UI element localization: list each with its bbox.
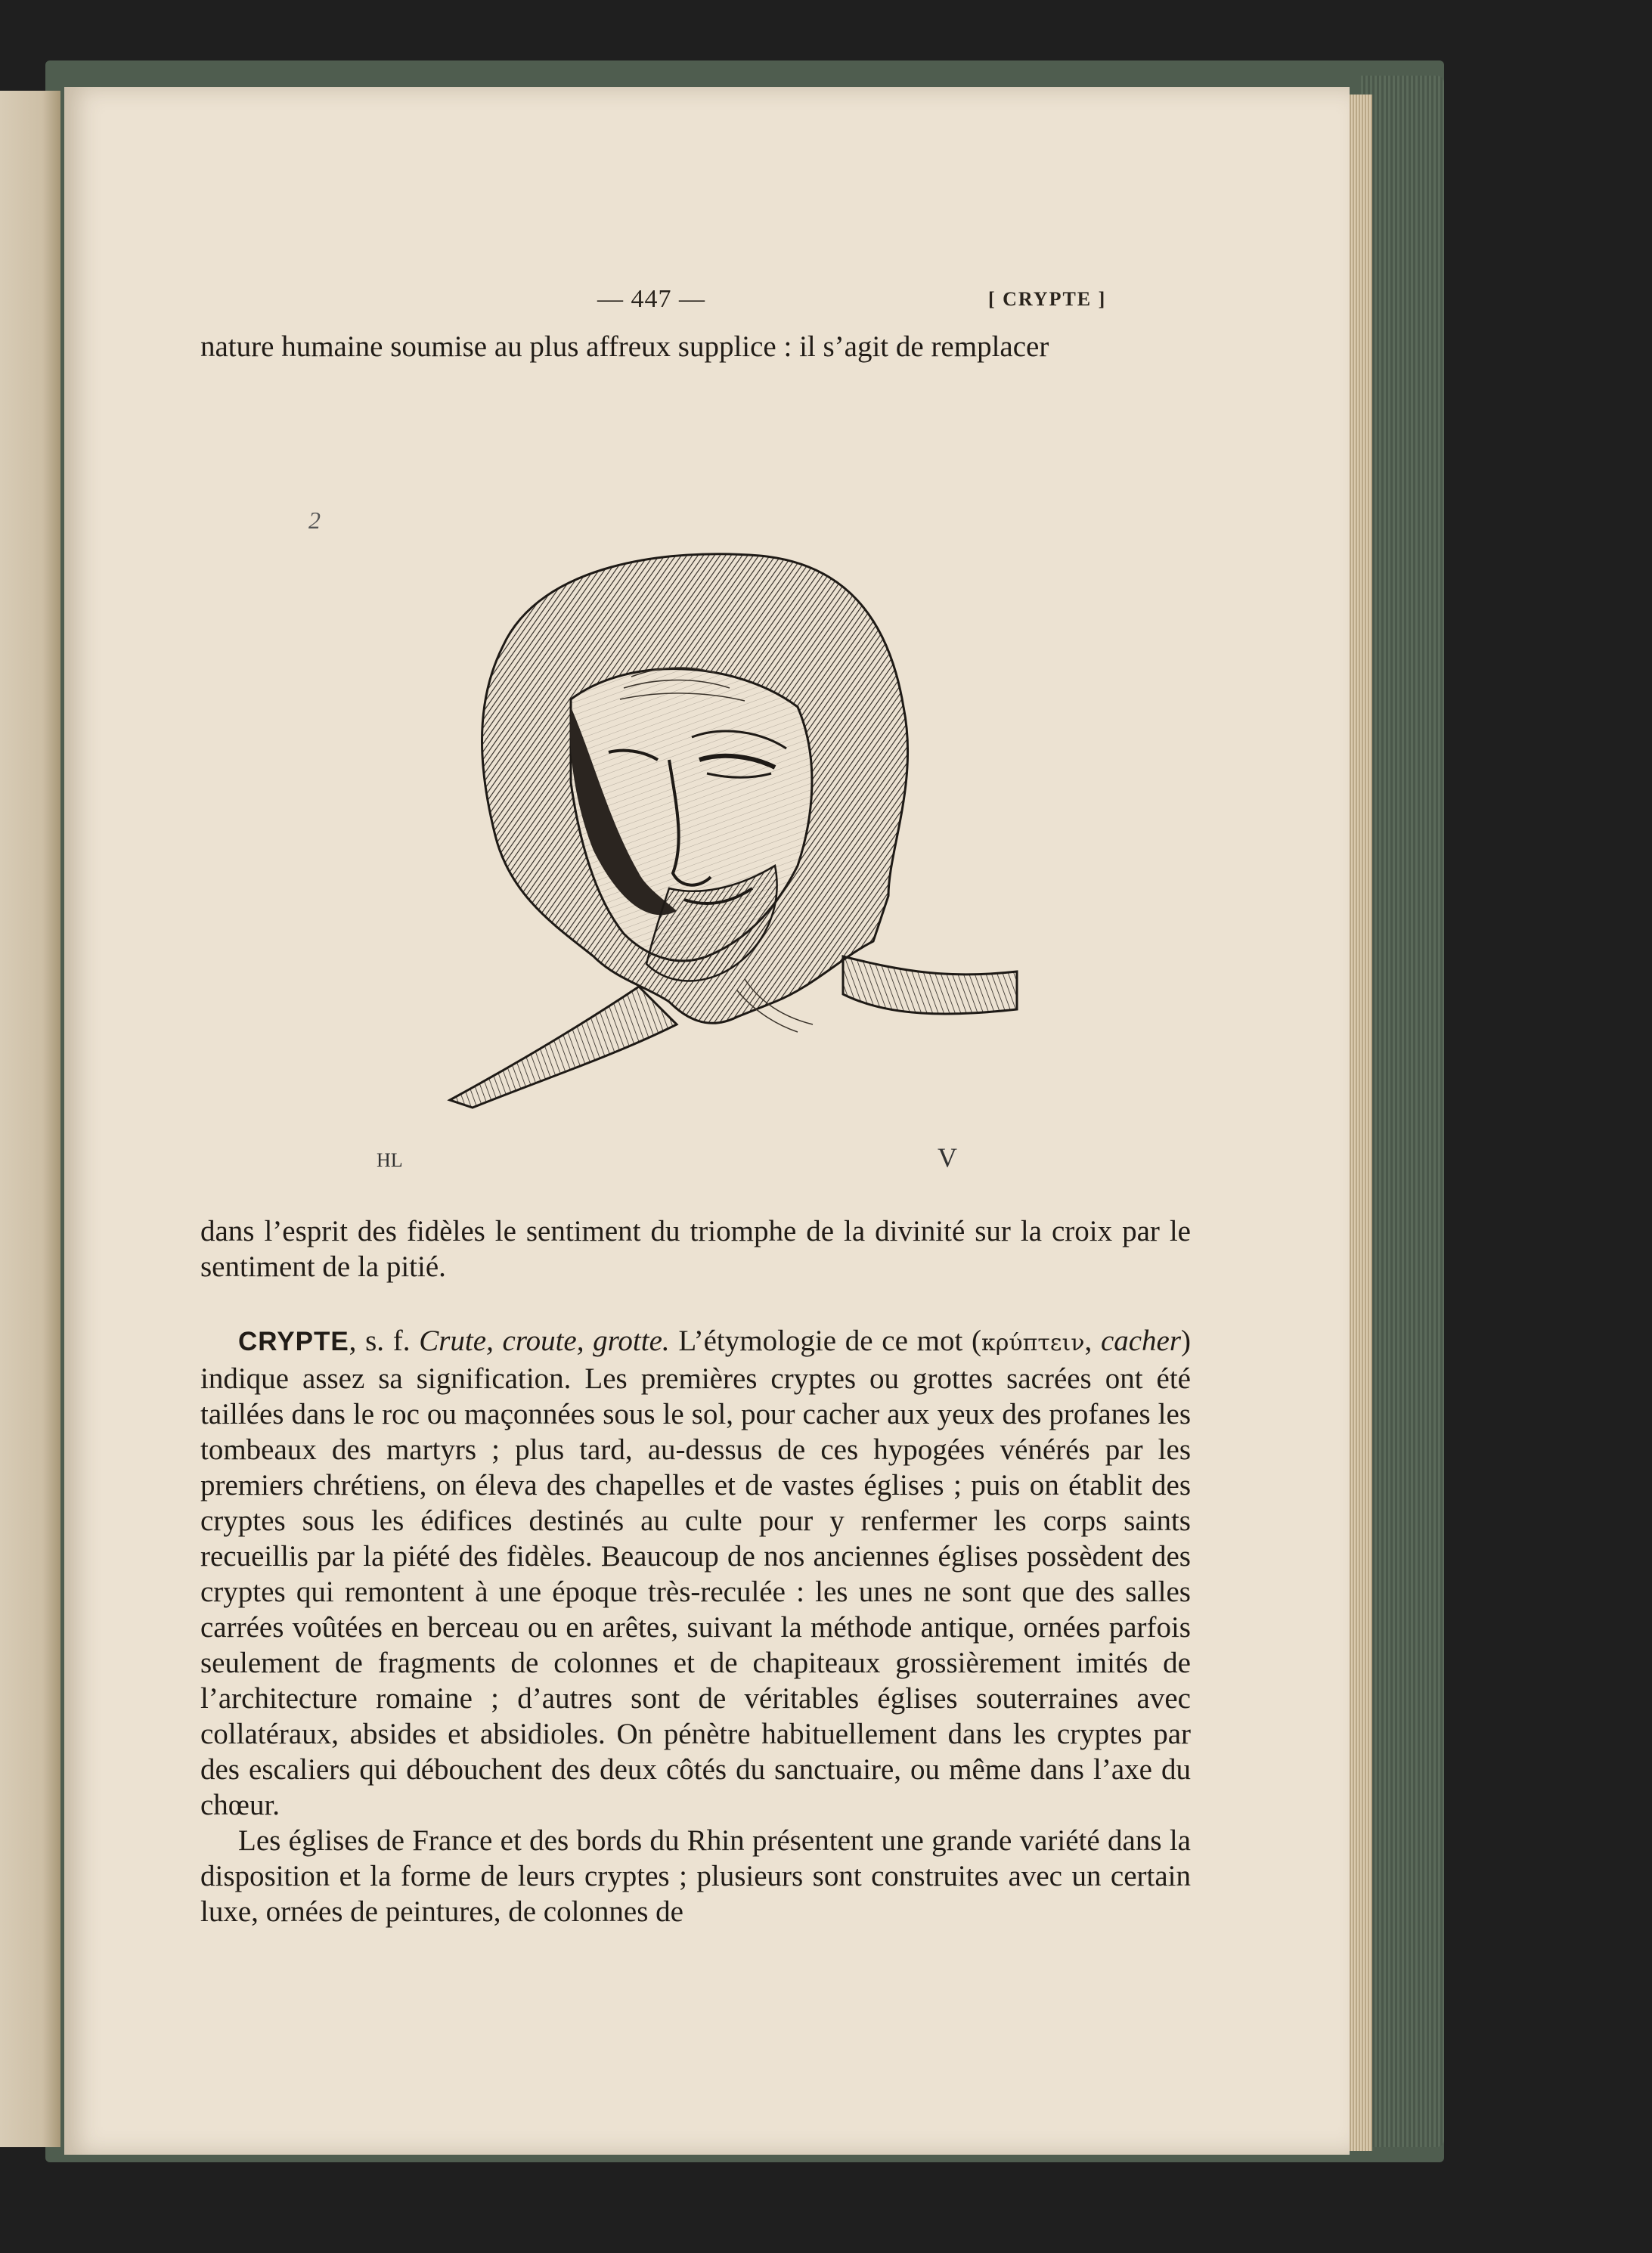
paragraph: dans l’esprit des fidèles le sentiment du triomphe de la divinité sur la croix par le sentiment de la pitié. [200,1215,1191,1283]
book-spine-edge [1361,76,1444,2147]
engraver-signature-right: V [938,1142,957,1173]
engraver-signature-left: HL [377,1149,403,1171]
page-header [64,285,1350,323]
text-after-figure [200,1213,1191,1285]
entry-paragraph: CRYPTE, s. f. Crute, croute, grotte. L’étymologie de ce mot (κρύπτειν, cacher) indique assez sa signification. Les premières cryptes ou grottes sacrées ont été taillées dans le roc ou maçonnées sous le sol, pour cacher aux yeux des profanes les tombeaux des martyrs ; plus tard, au-dessus de ces hypogées vénérés par les premiers chrétiens, on éleva des chapelles et de vastes églises ; puis on établit des cryptes sous les édifices destinés au culte pour y renfermer les corps saints recueillis par la piété des fidèles. Beaucoup de nos anciennes églises possèdent des cryptes qui remontent à une époque très-reculée : les unes ne sont que des salles carrées voûtées en berceau ou en arêtes, suivant la méthode antique, ornées parfois seulement de fragments de colonnes et de chapiteaux grossièrement imités de l’architecture romaine ; d’autres sont de véritables églises souterraines avec collatéraux, absides et absidioles. On pénètre habituellement dans les cryptes par des escaliers qui débouchent des deux côtés du sanctuaire, ou même dans l’axe du chœur. [200,1325,1192,1821]
continued-line: nature humaine soumise au plus affreux supplice : il s’agit de remplacer [200,330,1049,363]
entry-etymology-gloss: cacher [1100,1325,1182,1357]
paragraph: Les églises de France et des bords du Rhin présentent une grande variété dans la disposition et la forme de leurs cryptes ; plusieurs sont construites avec un certain luxe, ornées de peintures, de colonnes de [200,1824,1191,1928]
pencil-annotation: 2 [308,507,321,534]
page-number: — 447 — [597,285,705,313]
entry-part-of-speech: , s. f. [349,1325,411,1357]
entry-body: ) indique assez sa signification. Les premières cryptes ou grottes sacrées ont été taillées dans le roc ou maçonnées sous le sol, pour cacher aux yeux des profanes les tombeaux des martyrs ; plus tard, au-dessus de ces hypogées vénérés par les premiers chrétiens, on éleva des chapelles et de vastes églises ; puis on établit des cryptes sous les édifices destinés au culte pour y renfermer les corps saints recueillis par la piété des fidèles. Beaucoup de nos anciennes églises possèdent des cryptes qui remontent à une époque très-reculée : les unes ne sont que des salles carrées voûtées en berceau ou en arêtes, suivant la méthode antique, ornées parfois seulement de fragments de colonnes et de chapiteaux grossièrement imités de l’architecture romaine ; d’autres sont de véritables églises souterraines avec collatéraux, absides et absidioles. On pénètre habituellement dans les cryptes par des escaliers qui débouchent des deux côtés du sanctuaire, ou même dans l’axe du chœur. [200,1325,1192,1821]
book-page [64,87,1350,2155]
entry-greek-word: κρύπτειν [981,1330,1085,1356]
dictionary-entry-crypte [200,1323,1191,1929]
entry-headword: CRYPTE [238,1327,349,1356]
previous-page-edge [0,91,60,2147]
christ-head-engraving-icon [420,533,1062,1191]
entry-etymology-intro: L’étymologie de ce mot ( [678,1325,981,1357]
top-text-line [200,329,1191,364]
entry-variants: Crute, croute, grotte. [419,1325,670,1357]
running-head: [ CRYPTE ] [988,288,1107,310]
